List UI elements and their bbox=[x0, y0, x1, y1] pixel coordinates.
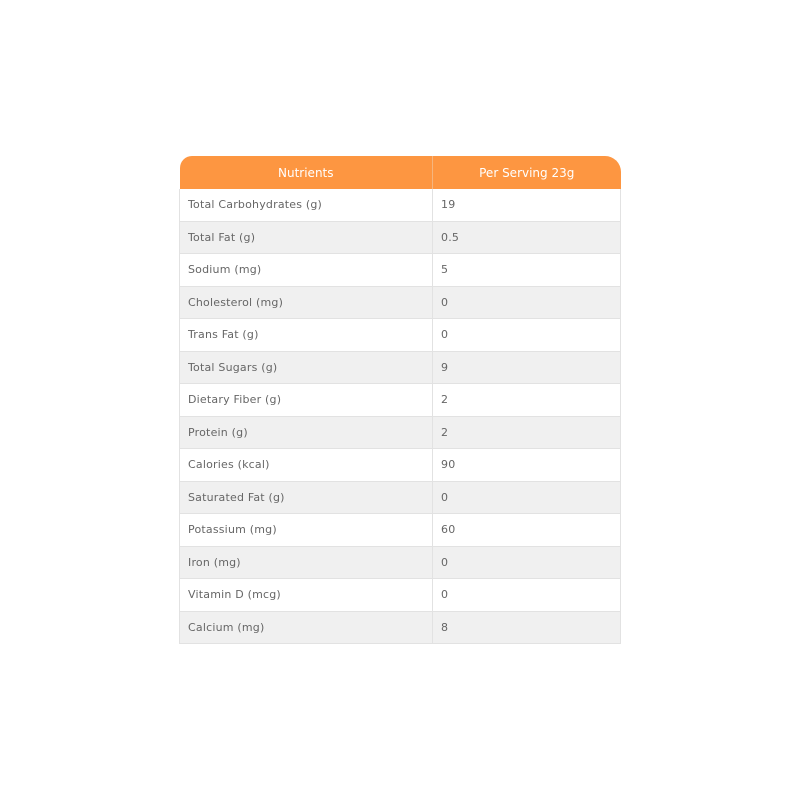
nutrient-value-cell: 2 bbox=[433, 416, 621, 449]
nutrient-value-cell: 0 bbox=[433, 546, 621, 579]
nutrient-value-cell: 9 bbox=[433, 351, 621, 384]
nutrient-name-cell: Dietary Fiber (g) bbox=[180, 384, 433, 417]
nutrient-value-cell: 5 bbox=[433, 254, 621, 287]
nutrient-name-cell: Calcium (mg) bbox=[180, 611, 433, 644]
table-row bbox=[180, 384, 621, 417]
table-row bbox=[180, 514, 621, 547]
header-nutrients: Nutrients bbox=[180, 156, 433, 189]
nutrient-name-cell: Sodium (mg) bbox=[180, 254, 433, 287]
header-per-serving: Per Serving 23g bbox=[433, 156, 621, 189]
nutrition-table-container bbox=[179, 156, 620, 644]
table-header bbox=[180, 156, 621, 189]
nutrient-name-cell: Saturated Fat (g) bbox=[180, 481, 433, 514]
table-row bbox=[180, 254, 621, 287]
table-body bbox=[180, 189, 621, 644]
nutrient-name-cell: Trans Fat (g) bbox=[180, 319, 433, 352]
table-row bbox=[180, 221, 621, 254]
nutrient-value-cell: 0 bbox=[433, 579, 621, 612]
nutrient-value-cell: 90 bbox=[433, 449, 621, 482]
table-row bbox=[180, 319, 621, 352]
table-row bbox=[180, 449, 621, 482]
nutrient-value-cell: 0 bbox=[433, 319, 621, 352]
nutrient-value-cell: 0.5 bbox=[433, 221, 621, 254]
nutrient-value-cell: 0 bbox=[433, 286, 621, 319]
nutrient-name-cell: Calories (kcal) bbox=[180, 449, 433, 482]
nutrient-name-cell: Iron (mg) bbox=[180, 546, 433, 579]
nutrient-value-cell: 0 bbox=[433, 481, 621, 514]
table-row bbox=[180, 351, 621, 384]
nutrient-name-cell: Vitamin D (mcg) bbox=[180, 579, 433, 612]
table-row bbox=[180, 611, 621, 644]
table-row bbox=[180, 546, 621, 579]
nutrient-name-cell: Cholesterol (mg) bbox=[180, 286, 433, 319]
nutrient-value-cell: 2 bbox=[433, 384, 621, 417]
table-row bbox=[180, 189, 621, 221]
nutrient-value-cell: 8 bbox=[433, 611, 621, 644]
nutrient-name-cell: Potassium (mg) bbox=[180, 514, 433, 547]
nutrient-name-cell: Protein (g) bbox=[180, 416, 433, 449]
table-row bbox=[180, 481, 621, 514]
nutrition-table bbox=[179, 156, 621, 644]
nutrient-value-cell: 19 bbox=[433, 189, 621, 221]
nutrient-name-cell: Total Carbohydrates (g) bbox=[180, 189, 433, 221]
nutrient-value-cell: 60 bbox=[433, 514, 621, 547]
table-row bbox=[180, 416, 621, 449]
header-row bbox=[180, 156, 621, 189]
table-row bbox=[180, 286, 621, 319]
nutrient-name-cell: Total Fat (g) bbox=[180, 221, 433, 254]
table-row bbox=[180, 579, 621, 612]
nutrient-name-cell: Total Sugars (g) bbox=[180, 351, 433, 384]
